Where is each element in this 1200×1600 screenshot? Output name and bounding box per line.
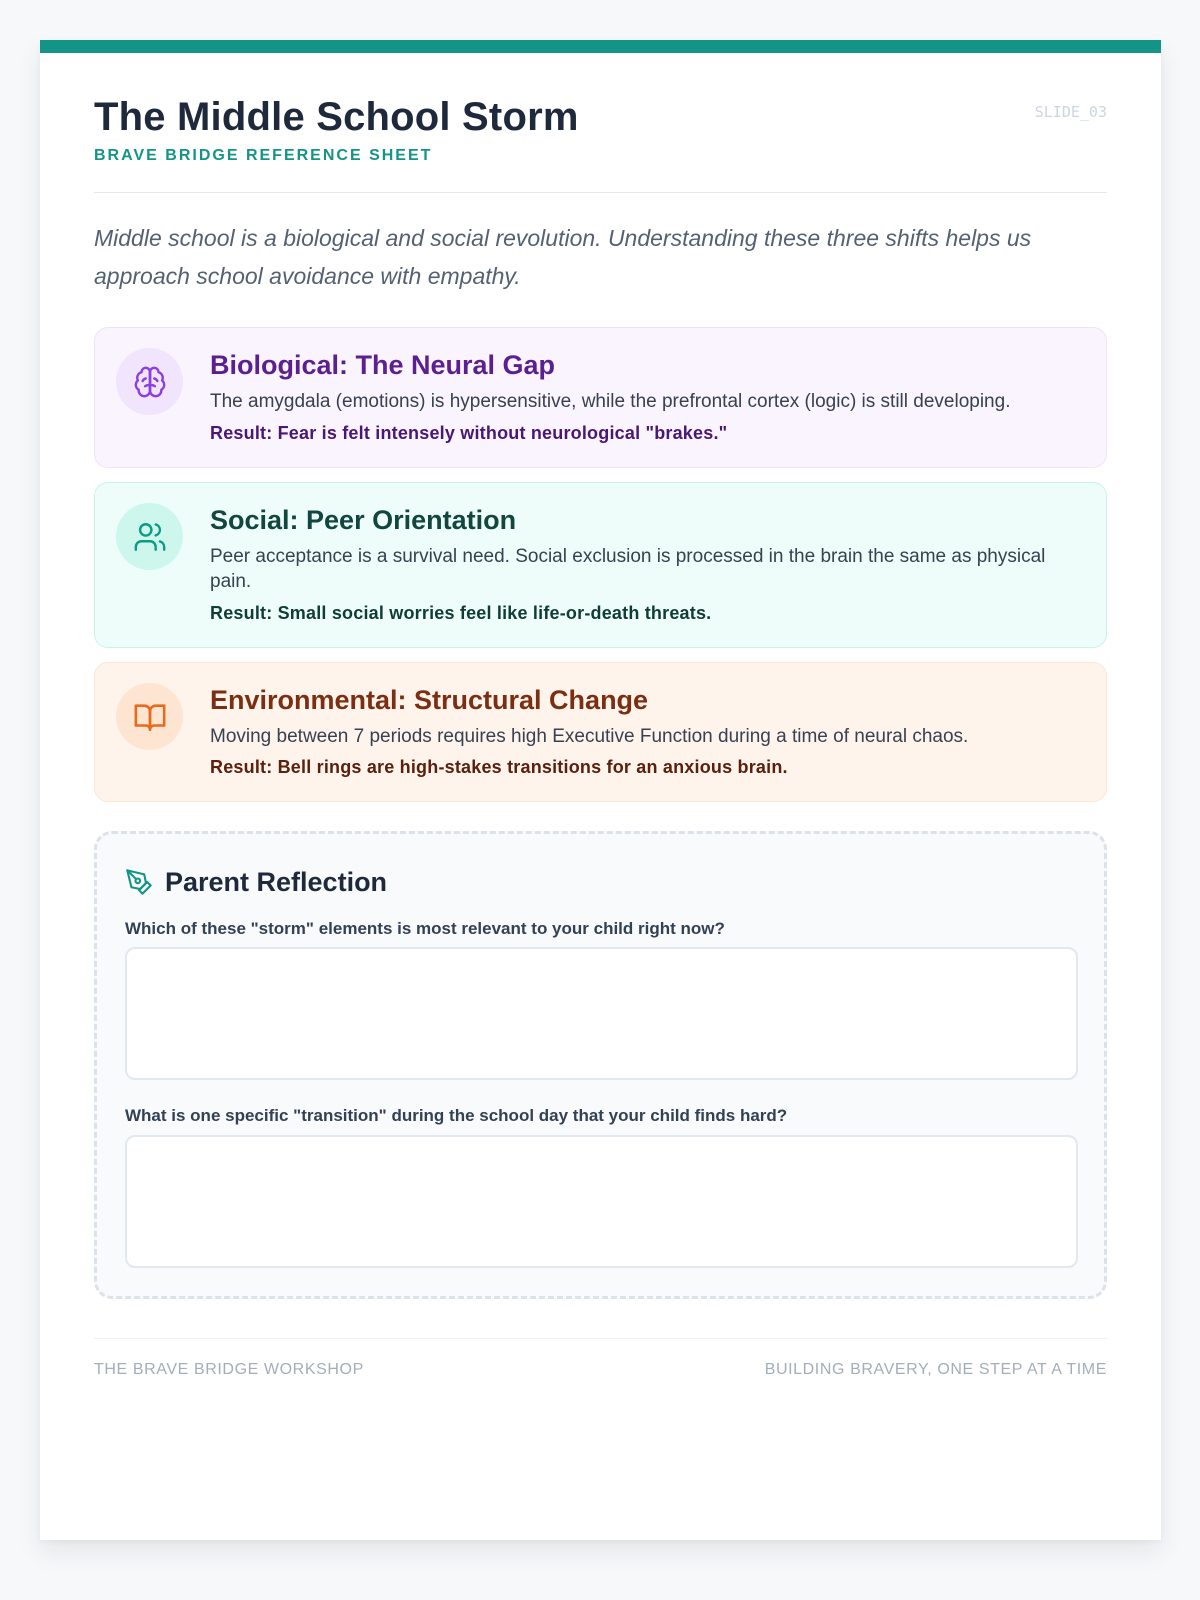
card-title: Social: Peer Orientation	[210, 505, 517, 535]
users-icon	[116, 503, 183, 570]
sheet-content	[94, 53, 1107, 1378]
sheet-footer	[94, 1338, 1107, 1378]
book-open-icon	[116, 683, 183, 750]
intro-text: Middle school is a biological and social revolution. Understanding these three shifts helps us approach school avoidance with empathy.	[94, 225, 1032, 289]
reference-sheet	[40, 40, 1161, 1540]
brain-icon	[116, 348, 183, 415]
card-title: Environmental: Structural Change	[210, 685, 649, 715]
question-1-label: Which of these "storm" elements is most relevant to your child right now?	[125, 919, 725, 938]
footer-tagline: BUILDING BRAVERY, ONE STEP AT A TIME	[764, 1361, 1107, 1378]
card-title: Biological: The Neural Gap	[210, 350, 556, 380]
parent-reflection	[94, 831, 1107, 1299]
footer-workshop-name: THE BRAVE BRIDGE WORKSHOP	[94, 1361, 364, 1378]
card-body: Moving between 7 periods requires high Executive Function during a time of neural chaos.	[210, 726, 969, 747]
reflection-title: Parent Reflection	[165, 867, 388, 897]
card-result: Result: Fear is felt intensely without neurological "brakes."	[210, 423, 728, 443]
question-2-answer[interactable]	[125, 1135, 1078, 1268]
page-subtitle: BRAVE BRIDGE REFERENCE SHEET	[94, 147, 433, 164]
slide-code: SLIDE_03	[1034, 103, 1107, 121]
card-body: Peer acceptance is a survival need. Social exclusion is processed in the brain the same as physical pain.	[210, 546, 1046, 592]
card-social	[94, 482, 1107, 648]
card-biological	[94, 327, 1107, 468]
card-result: Result: Bell rings are high-stakes transitions for an anxious brain.	[210, 757, 788, 777]
question-2-label: What is one specific "transition" during the school day that your child finds hard?	[125, 1106, 788, 1125]
pen-tool-icon	[125, 868, 153, 896]
card-environmental	[94, 662, 1107, 802]
card-body: The amygdala (emotions) is hypersensitive, while the prefrontal cortex (logic) is still developing.	[210, 391, 1011, 412]
question-1-answer[interactable]	[125, 947, 1078, 1080]
card-result: Result: Small social worries feel like life-or-death threats.	[210, 603, 712, 623]
page-title: The Middle School Storm	[94, 95, 579, 139]
sheet-header	[94, 53, 1107, 193]
